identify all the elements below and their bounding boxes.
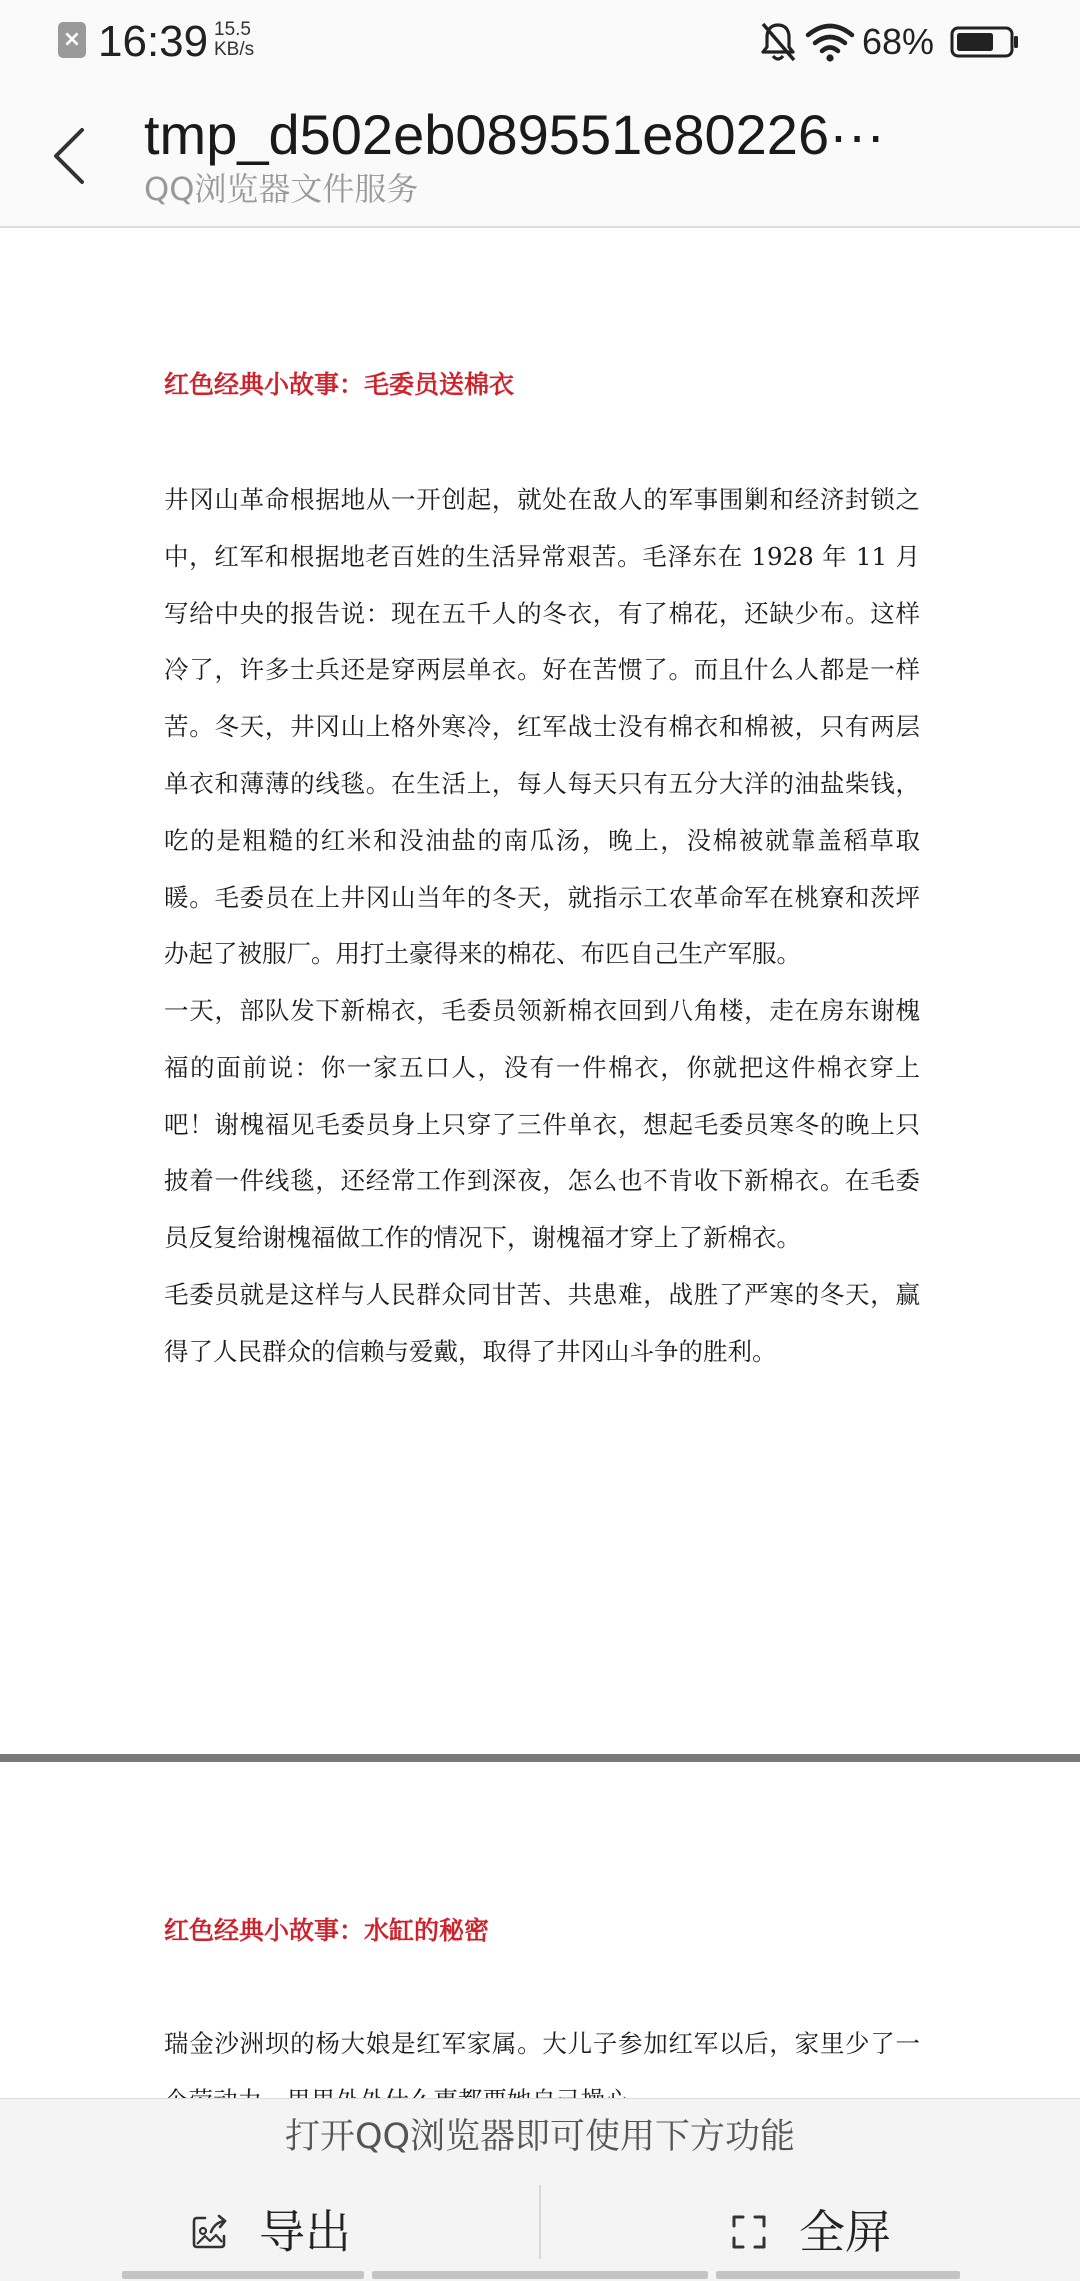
- status-bar: [0, 0, 1080, 84]
- scroll-indicator-segment: [372, 2271, 708, 2279]
- fullscreen-label: 全屏: [799, 2205, 891, 2259]
- document-page: [0, 228, 1080, 1754]
- export-button[interactable]: [0, 2187, 540, 2277]
- export-label: 导出: [259, 2205, 351, 2259]
- battery-percent: 68%: [862, 21, 935, 62]
- fullscreen-icon: [729, 2212, 769, 2252]
- story-paragraph: 一天，部队发下新棉衣，毛委员领新棉衣回到八角楼，走在房东谢槐福的面前说：你一家五口人，没有一件棉衣，你就把这件棉衣穿上吧！谢槐福见毛委员身上只穿了三件单衣，想起毛委员寒冬的晚上只披着一件线毯，还经常工作到深夜，怎么也不肯收下新棉衣。在毛委员反复给谢槐福做工作的情况下，谢槐福才穿上了新棉衣。: [164, 996, 920, 1253]
- notification-icon: ×: [58, 22, 86, 58]
- document-title: tmp_d502eb089551e80226···: [144, 103, 886, 166]
- fullscreen-button[interactable]: [540, 2187, 1080, 2277]
- network-speed-value: 15.5: [214, 19, 251, 40]
- story-paragraph: 毛委员就是这样与人民群众同甘苦、共患难，战胜了严寒的冬天，赢得了人民群众的信赖与爱戴，取得了井冈山斗争的胜利。: [164, 1280, 920, 1366]
- scroll-indicator-segment: [716, 2271, 960, 2279]
- network-speed: [214, 20, 274, 60]
- bottom-scroll-indicator: [0, 2271, 1080, 2281]
- scroll-indicator-segment: [122, 2271, 364, 2279]
- top-nav-bar: [0, 84, 1080, 228]
- network-speed-unit: KB/s: [214, 39, 255, 60]
- story-paragraph: 井冈山革命根据地从一开创起，就处在敌人的军事围剿和经济封锁之中，红军和根据地老百姓的生活异常艰苦。毛泽东在 1928 年 11 月写给中央的报告说：现在五千人的冬衣，有了棉花，还缺少布。这样冷了，许多士兵还是穿两层单衣。好在苦惯了。而且什么人都是一样苦。冬天，井冈山上格外寒冷，红军战士没有棉衣和棉被，只有两层单衣和薄薄的线毯。在生活上，每人每天只有五分大洋的油盐柴钱，吃的是粗糙的红米和没油盐的南瓜汤，晚上，没棉被就靠盖稻草取暖。毛委员在上井冈山当年的冬天，就指示工农革命军在桃寮和茨坪办起了被服厂。用打土豪得来的棉花、布匹自己生产军服。: [164, 485, 920, 969]
- open-browser-prompt[interactable]: 打开QQ浏览器即可使用下方功能: [284, 2117, 796, 2157]
- back-arrow-icon[interactable]: [40, 116, 100, 196]
- page-separator: [0, 1754, 1080, 1762]
- story-title: 红色经典小故事：毛委员送棉衣: [164, 370, 515, 399]
- document-viewer[interactable]: [0, 228, 1080, 2098]
- story-title: 红色经典小故事：水缸的秘密: [164, 1916, 490, 1945]
- status-time: 16:39: [98, 17, 209, 66]
- bottom-action-panel: [0, 2098, 1080, 2281]
- document-subtitle: QQ浏览器文件服务: [144, 170, 419, 208]
- battery-icon: [950, 26, 1020, 58]
- wifi-icon: [806, 22, 854, 62]
- export-icon: [189, 2212, 229, 2252]
- story-paragraph: 瑞金沙洲坝的杨大娘是红军家属。大儿子参加红军以后，家里少了一: [164, 2029, 920, 2058]
- mute-bell-icon: [758, 20, 798, 64]
